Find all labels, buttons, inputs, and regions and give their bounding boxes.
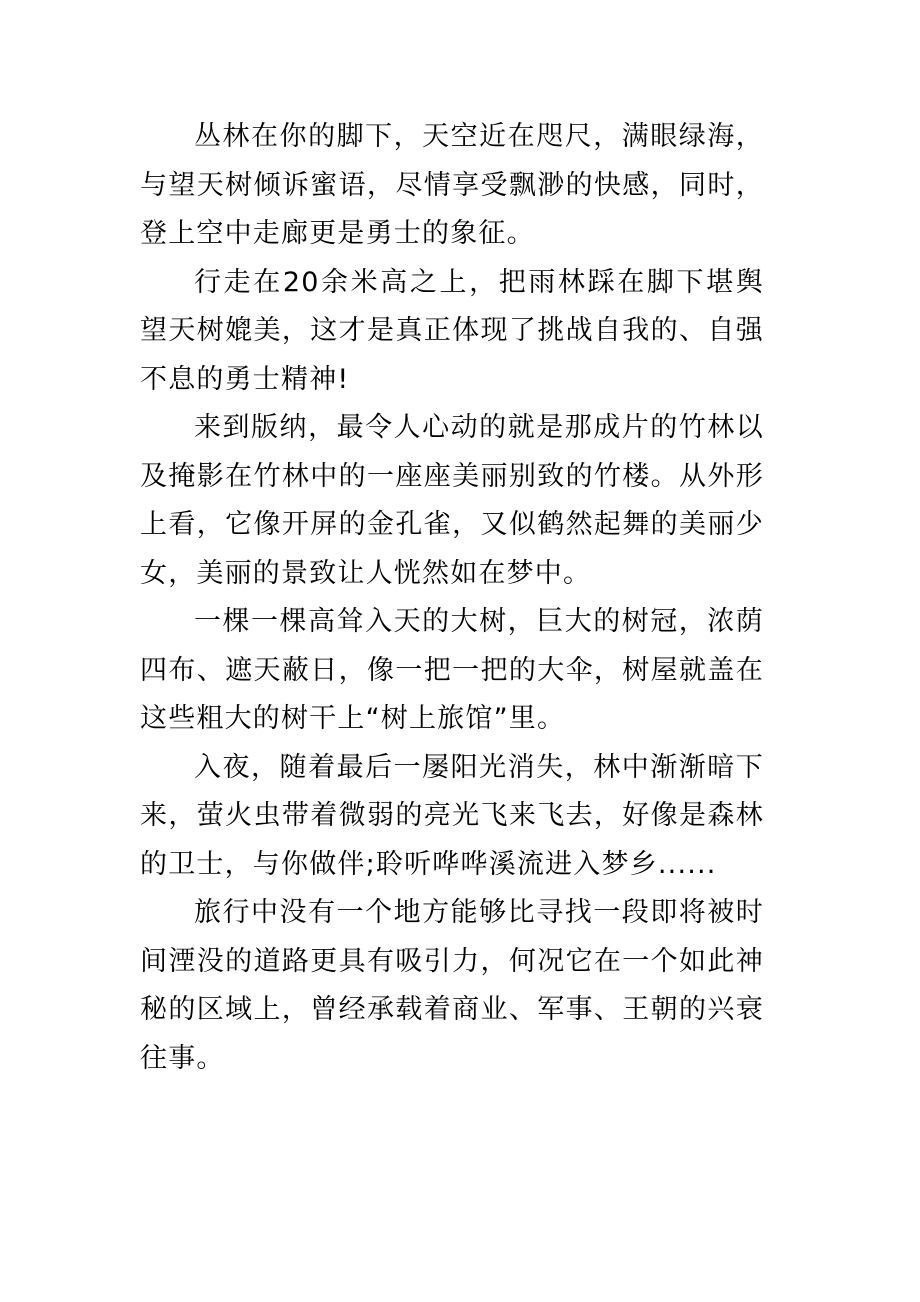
document-body — [140, 113, 764, 1083]
paragraph-tree-hotel: 一棵一棵高耸入天的大树，巨大的树冠，浓荫四布、遮天蔽日，像一把一把的大伞，树屋就盖在这些粗大的树干上“树上旅馆”里。 — [140, 606, 764, 734]
paragraph-canopy: 丛林在你的脚下，天空近在咫尺，满眼绿海，与望天树倾诉蜜语，尽情享受飘渺的快感，同时，登上空中走廊更是勇士的象征。 — [140, 121, 764, 249]
paragraph-bamboo-houses: 来到版纳，最令人心动的就是那成片的竹林以及掩影在竹林中的一座座美丽别致的竹楼。从外形上看，它像开屏的金孔雀，又似鹤然起舞的美丽少女，美丽的景致让人恍然如在梦中。 — [140, 412, 764, 589]
paragraph-ancient-road: 旅行中没有一个地方能够比寻找一段即将被时间湮没的道路更具有吸引力，何况它在一个如此神秘的区域上，曾经承载着商业、军事、王朝的兴衰往事。 — [140, 897, 764, 1074]
paragraph-night-fireflies: 入夜，随着最后一屡阳光消失，林中渐渐暗下来，萤火虫带着微弱的亮光飞来飞去，好像是森林的卫士，与你做伴;聆听哗哗溪流进入梦乡...... — [140, 751, 764, 880]
paragraph-skywalk: 行走在20余米高之上，把雨林踩在脚下堪舆望天树媲美，这才是真正体现了挑战自我的、自强不息的勇士精神! — [140, 266, 764, 395]
